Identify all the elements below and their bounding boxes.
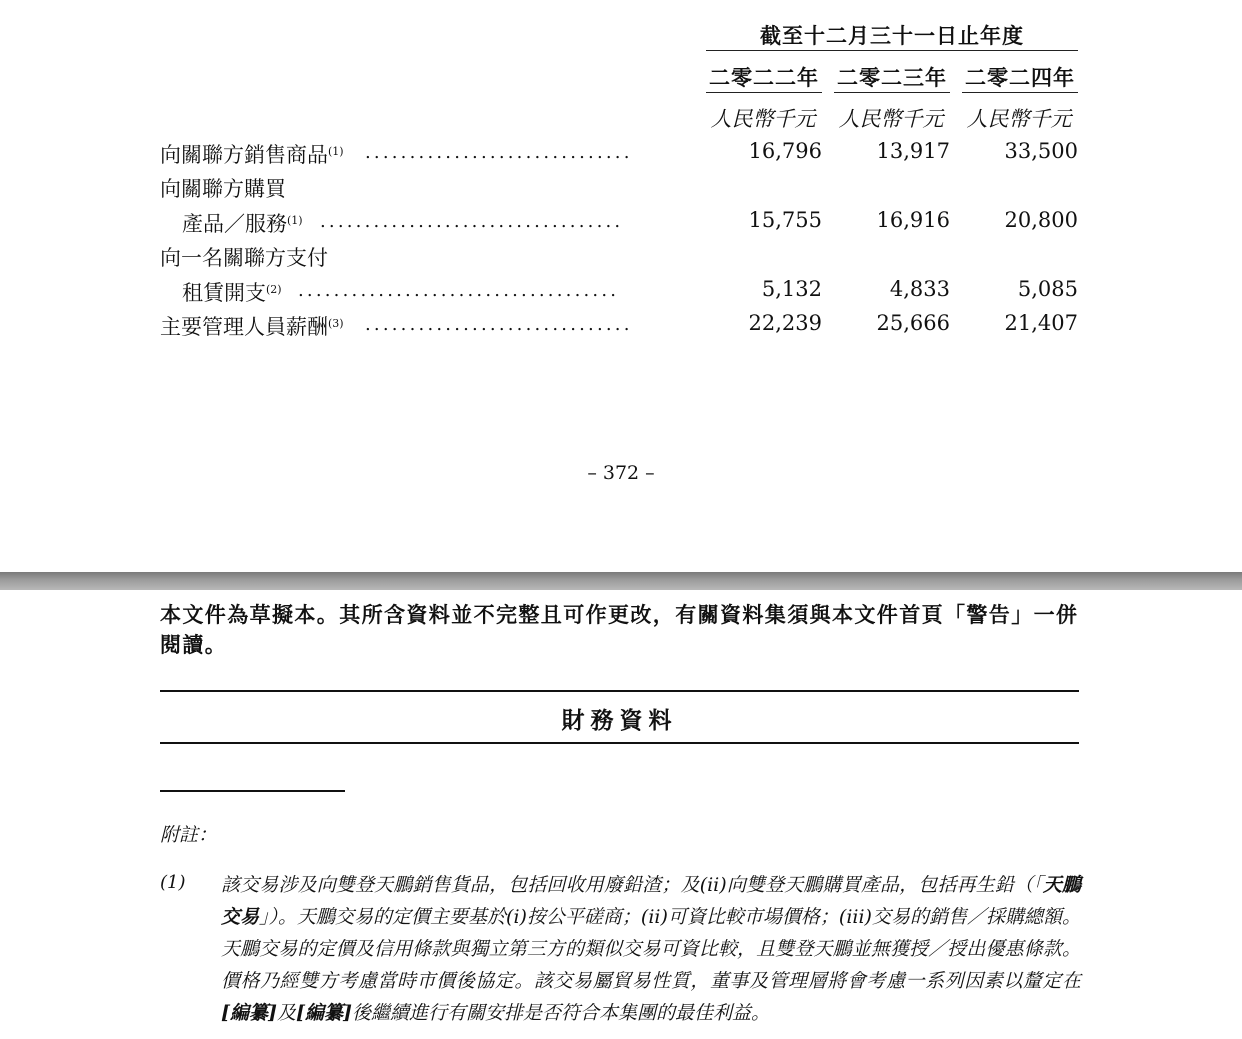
row-label-lease-line1: 向一名關聯方支付	[160, 246, 328, 270]
value-purchase-2022: 15,755	[748, 208, 822, 232]
row-label-purchase-line1: 向關聯方購買	[160, 177, 286, 201]
value-lease-2023: 4,833	[889, 277, 950, 301]
leader-dots: ..............................	[365, 314, 633, 335]
row-label-lease-line2: 租賃開支$^{(2)}$	[182, 281, 282, 305]
year-header-2023: 二零二三年	[837, 66, 947, 90]
page-separator	[0, 572, 1242, 590]
row-label-purchase-line2: 產品／服務$^{(1)}$	[182, 212, 303, 236]
unit-header-2023: 人民幣千元	[838, 107, 944, 131]
value-purchase-2024: 20,800	[1004, 208, 1078, 232]
unit-header-2022: 人民幣千元	[710, 107, 816, 131]
notes-heading: 附註：	[160, 824, 218, 846]
value-compensation-2023: 25,666	[876, 311, 950, 335]
value-compensation-2022: 22,239	[748, 311, 822, 335]
leader-dots: ..................................	[320, 211, 624, 232]
value-lease-2022: 5,132	[761, 277, 822, 301]
year-header-2022: 二零二二年	[709, 66, 819, 90]
section-top-rule	[160, 690, 1079, 692]
defined-term: 天鵬交易	[221, 874, 1081, 928]
value-sales-2023: 13,917	[876, 139, 950, 163]
value-purchase-2023: 16,916	[876, 208, 950, 232]
value-lease-2024: 5,085	[1017, 277, 1078, 301]
leader-dots: ....................................	[298, 280, 620, 301]
value-sales-2022: 16,796	[748, 139, 822, 163]
section-title: 財務資料	[561, 708, 678, 734]
leader-dots: ..............................	[365, 142, 633, 163]
year-rule-2024	[962, 92, 1078, 93]
notes-separator-rule	[160, 790, 345, 792]
footnote-ref: (3)	[328, 317, 344, 330]
year-rule-2023	[834, 92, 950, 93]
footnote-ref: (2)	[266, 283, 282, 296]
page-number: – 372 –	[587, 462, 655, 484]
row-label-compensation: 主要管理人員薪酬$^{(3)}$	[160, 315, 344, 339]
year-rule-2022	[706, 92, 822, 93]
year-header-2024: 二零二四年	[965, 66, 1075, 90]
unit-header-2024: 人民幣千元	[966, 107, 1072, 131]
section-bottom-rule	[160, 742, 1079, 744]
period-header: 截至十二月三十一日止年度	[760, 24, 1024, 48]
row-label-sales: 向關聯方銷售商品$^{(1)}$	[160, 143, 344, 167]
redacted-placeholder: [編纂]	[221, 1002, 277, 1024]
redacted-placeholder: [編纂]	[296, 1002, 352, 1024]
footnote-ref: (1)	[328, 145, 344, 158]
period-header-rule	[706, 50, 1078, 51]
note-marker: (1)	[160, 872, 186, 893]
note-text: 該交易涉及向雙登天鵬銷售貨品，包括回收用廢鉛渣；及(ii)向雙登天鵬購買產品，包括再生鉛（「天鵬交易」）。天鵬交易的定價主要基於(i)按公平磋商；(ii)可資比較市場價格；(iii)交易的銷售／採購總額。天鵬交易的定價及信用條款與獨立第三方的類似交易可資比較，且雙登天鵬並無獲授／授出優惠條款。價格乃經雙方考慮當時市價後協定。該交易屬貿易性質，董事及管理層將會考慮一系列因素以釐定在[編纂]及[編纂]後繼續進行有關安排是否符合本集團的最佳利益。	[221, 874, 1081, 1024]
draft-notice: 本文件為草擬本。其所含資料並不完整且可作更改，有關資料集須與本文件首頁「警告」一併閱讀。	[160, 603, 1079, 657]
value-sales-2024: 33,500	[1004, 139, 1078, 163]
value-compensation-2024: 21,407	[1004, 311, 1078, 335]
footnote-ref: (1)	[287, 214, 303, 227]
